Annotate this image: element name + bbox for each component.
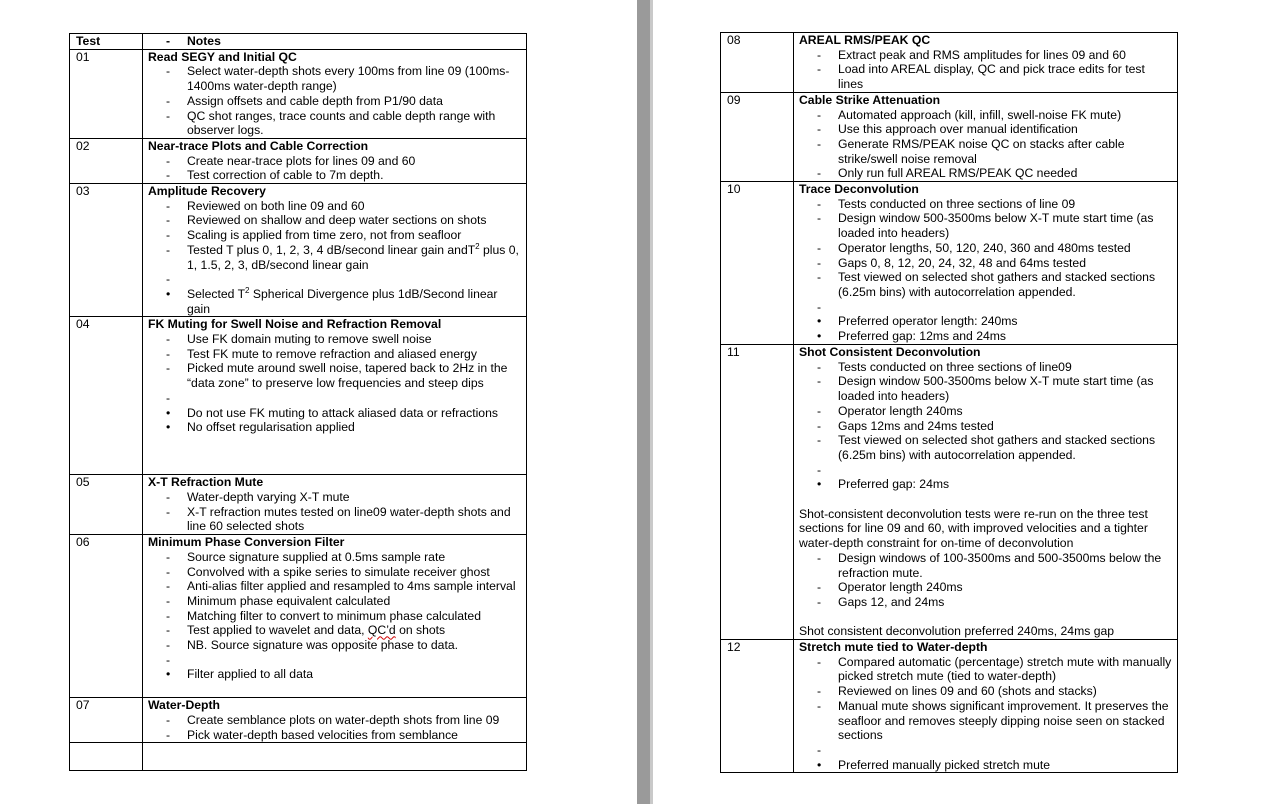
list-item: - Test viewed on selected shot gathers and stacked sections (6.25m bins) with autocorrelation appended. <box>817 433 1172 462</box>
test-title: Trace Deconvolution <box>799 182 919 197</box>
list-item: - Use FK domain muting to remove swell noise <box>166 332 521 347</box>
bullet-item: • Do not use FK muting to attack aliased data or refractions <box>166 406 521 421</box>
test-title: Cable Strike Attenuation <box>799 92 941 107</box>
list-item: - Load into AREAL display, QC and pick trace edits for test lines <box>817 62 1172 91</box>
empty-cell <box>143 743 527 771</box>
spacer <box>799 492 1172 507</box>
list-item: - Only run full AREAL RMS/PEAK QC needed <box>817 166 1172 181</box>
test-number: 10 <box>721 182 794 345</box>
test-title: FK Muting for Swell Noise and Refraction Removal <box>148 317 442 332</box>
list-item: - Design window 500-3500ms below X-T mute start time (as loaded into headers) <box>817 374 1172 403</box>
bullet-item <box>166 287 521 316</box>
list-item: - Operator lengths, 50, 120, 240, 360 and 480ms tested <box>817 241 1172 256</box>
spacer <box>817 300 1172 315</box>
paragraph: Shot-consistent deconvolution tests were re-run on the three test sections for line 09 and 60, with improved velocities and a tighter water-depth constraint for on-time of deconvolution <box>799 506 1148 551</box>
test-number: 09 <box>721 92 794 181</box>
test-number: 12 <box>721 640 794 773</box>
list-item: - Automated approach (kill, infill, swell-noise FK mute) <box>817 108 1172 123</box>
list-item: - Water-depth varying X-T mute <box>166 490 521 505</box>
list-item: - Matching filter to convert to minimum phase calculated <box>166 609 521 624</box>
list-item: - Create near-trace plots for lines 09 and 60 <box>166 154 521 169</box>
page-divider <box>637 0 650 804</box>
bullet-item: • Filter applied to all data <box>166 667 521 682</box>
text-part: Selected T <box>187 286 246 301</box>
list-item: - Reviewed on both line 09 and 60 <box>166 199 521 214</box>
text-part: plus 0, 1, 1.5, 2, 3, dB/second linear gain <box>187 242 519 272</box>
notes-cell <box>143 138 527 183</box>
test-number: 01 <box>70 49 143 138</box>
test-title: Minimum Phase Conversion Filter <box>148 535 345 550</box>
test-title: Shot Consistent Deconvolution <box>799 345 981 360</box>
notes-list <box>799 655 1172 773</box>
list-item: - Operator length 240ms <box>817 580 1172 595</box>
list-item: - Scaling is applied from time zero, not from seafloor <box>166 228 521 243</box>
list-item: - Manual mute shows significant improvement. It preserves the seafloor and removes steeply dipping noise seen on stacked sections <box>817 699 1172 743</box>
list-item: - Test correction of cable to 7m depth. <box>166 168 521 183</box>
header-row <box>70 34 527 50</box>
paragraph: Shot consistent deconvolution preferred 240ms, 24ms gap <box>799 624 1115 639</box>
list-item: - X-T refraction mutes tested on line09 water-depth shots and line 60 selected shots <box>166 505 521 534</box>
list-item: - Source signature supplied at 0.5ms sample rate <box>166 550 521 565</box>
table-row <box>721 33 1178 93</box>
spacer <box>166 653 521 668</box>
list-item: - Use this approach over manual identification <box>817 122 1172 137</box>
table-row <box>70 138 527 183</box>
test-title: Amplitude Recovery <box>148 184 266 199</box>
table-row <box>70 49 527 138</box>
list-item: - Gaps 12, and 24ms <box>817 595 1172 610</box>
notes-list <box>799 197 1172 344</box>
test-title: Water-Depth <box>148 698 220 713</box>
header-notes-cell <box>143 34 527 50</box>
notes-cell <box>794 640 1178 773</box>
list-item: - Tests conducted on three sections of line09 <box>817 360 1172 375</box>
notes-list <box>148 550 521 682</box>
notes-list <box>799 360 1172 492</box>
bullet-item: • Preferred gap: 12ms and 24ms <box>817 329 1172 344</box>
page-divider-shadow <box>650 0 653 804</box>
list-item: - Anti-alias filter applied and resampled to 4ms sample interval <box>166 579 521 594</box>
notes-list <box>148 713 521 742</box>
table-row <box>721 345 1178 640</box>
right-notes-table <box>720 32 1178 773</box>
notes-cell <box>794 92 1178 181</box>
empty-row <box>70 743 527 771</box>
notes-list <box>148 64 521 138</box>
list-item: - Compared automatic (percentage) stretch mute with manually picked stretch mute (tied to water-depth) <box>817 655 1172 684</box>
notes-cell <box>794 33 1178 93</box>
notes-cell <box>794 182 1178 345</box>
test-number: 07 <box>70 698 143 743</box>
notes-list <box>799 108 1172 182</box>
header-notes: - Notes <box>166 34 521 49</box>
spacer <box>799 610 1172 625</box>
notes-list <box>148 490 521 534</box>
test-title: AREAL RMS/PEAK QC <box>799 33 931 47</box>
list-item: - NB. Source signature was opposite phase to data. <box>166 638 521 653</box>
test-number: 05 <box>70 475 143 535</box>
list-item: - Test FK mute to remove refraction and aliased energy <box>166 347 521 362</box>
superscript: 2 <box>245 285 250 295</box>
test-title: Stretch mute tied to Water-depth <box>799 640 988 655</box>
list-item <box>166 243 521 272</box>
superscript: 2 <box>475 241 480 251</box>
notes-cell <box>143 475 527 535</box>
list-item: - Extract peak and RMS amplitudes for lines 09 and 60 <box>817 48 1172 63</box>
spacer <box>166 272 521 287</box>
list-item: - Reviewed on shallow and deep water sections on shots <box>166 213 521 228</box>
list-item: - Design window 500-3500ms below X-T mute start time (as loaded into headers) <box>817 211 1172 240</box>
list-item: - Gaps 0, 8, 12, 20, 24, 32, 48 and 64ms tested <box>817 256 1172 271</box>
table-row <box>70 317 527 475</box>
list-item: - Convolved with a spike series to simulate receiver ghost <box>166 565 521 580</box>
notes-list <box>799 551 1172 610</box>
text-part: Tested T plus 0, 1, 2, 3, 4 dB/second linear gain andT <box>187 242 476 257</box>
notes-cell <box>143 184 527 317</box>
table-row <box>721 92 1178 181</box>
test-number: 11 <box>721 345 794 640</box>
table-row <box>721 182 1178 345</box>
bullet-item: • Preferred gap: 24ms <box>817 477 1172 492</box>
notes-cell <box>143 698 527 743</box>
list-item: - Select water-depth shots every 100ms from line 09 (100ms-1400ms water-depth range) <box>166 64 521 93</box>
list-item: - Generate RMS/PEAK noise QC on stacks after cable strike/swell noise removal <box>817 137 1172 166</box>
table-row <box>70 475 527 535</box>
table-row <box>721 640 1178 773</box>
notes-cell <box>143 49 527 138</box>
list-item: - Test viewed on selected shot gathers and stacked sections (6.25m bins) with autocorrelation appended. <box>817 270 1172 299</box>
test-title: X-T Refraction Mute <box>148 475 264 490</box>
list-item: - Design windows of 100-3500ms and 500-3500ms below the refraction mute. <box>817 551 1172 580</box>
list-item <box>166 623 521 638</box>
text-part: Spherical Divergence plus 1dB/Second linear gain <box>187 286 498 316</box>
notes-cell <box>143 535 527 698</box>
table-row <box>70 535 527 698</box>
header-test: Test <box>70 34 143 50</box>
test-title: Read SEGY and Initial QC <box>148 49 297 64</box>
test-number: 04 <box>70 317 143 475</box>
list-item: - Pick water-depth based velocities from semblance <box>166 728 521 743</box>
spellcheck-word: QC’d <box>367 623 396 638</box>
notes-list <box>799 48 1172 92</box>
spacer <box>166 391 521 406</box>
notes-list <box>148 154 521 183</box>
list-item: - Reviewed on lines 09 and 60 (shots and stacks) <box>817 684 1172 699</box>
notes-cell <box>143 317 527 475</box>
text-part: on shots <box>395 623 446 638</box>
left-notes-table <box>69 33 527 771</box>
spacer <box>817 743 1172 758</box>
empty-cell <box>70 743 143 771</box>
notes-cell <box>794 345 1178 640</box>
test-number: 02 <box>70 138 143 183</box>
test-number: 03 <box>70 184 143 317</box>
test-number: 08 <box>721 33 794 93</box>
list-item: - Create semblance plots on water-depth shots from line 09 <box>166 713 521 728</box>
spacer <box>817 463 1172 478</box>
table-row <box>70 698 527 743</box>
table-row <box>70 184 527 317</box>
list-item: - Tests conducted on three sections of line 09 <box>817 197 1172 212</box>
notes-list <box>148 199 521 317</box>
bullet-item: • Preferred manually picked stretch mute <box>817 758 1172 773</box>
text-part: Test applied to wavelet and data, <box>187 623 368 638</box>
list-item: - Gaps 12ms and 24ms tested <box>817 419 1172 434</box>
list-item: - Operator length 240ms <box>817 404 1172 419</box>
notes-list <box>148 332 521 435</box>
list-item: - Minimum phase equivalent calculated <box>166 594 521 609</box>
list-item: - Assign offsets and cable depth from P1/90 data <box>166 94 521 109</box>
test-title: Near-trace Plots and Cable Correction <box>148 138 369 153</box>
bullet-item: • Preferred operator length: 240ms <box>817 314 1172 329</box>
test-number: 06 <box>70 535 143 698</box>
list-item: - QC shot ranges, trace counts and cable depth range with observer logs. <box>166 109 521 138</box>
bullet-item: • No offset regularisation applied <box>166 420 521 435</box>
list-item: - Picked mute around swell noise, tapered back to 2Hz in the “data zone” to preserve low frequencies and steep dips <box>166 361 521 390</box>
